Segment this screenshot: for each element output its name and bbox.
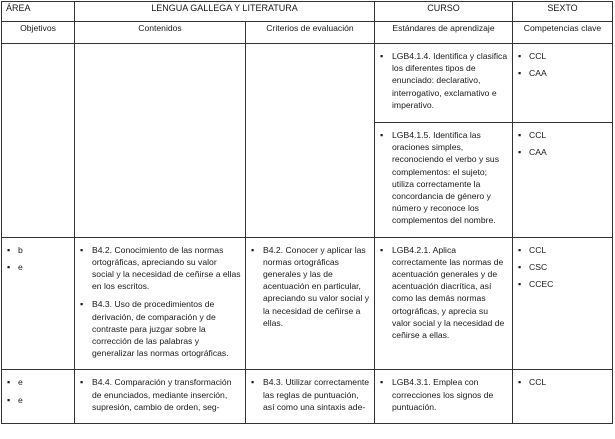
criterios-cell bbox=[246, 370, 375, 424]
curriculum-table bbox=[1, 1, 613, 424]
standard-item: ▪ LGB4.2.1. Aplica correctamente las normas de acentuación generales y de acentuación diacrítica, así como las demás normas ortográficas, y aprecia su valor social y la necesidad de ceñirse a ellas. bbox=[379, 244, 508, 342]
course-value: SEXTO bbox=[513, 2, 613, 22]
criterios-cell bbox=[246, 44, 375, 238]
competencias-cell bbox=[513, 237, 613, 370]
contenido-item: ▪ B4.3. Uso de procedimientos de derivación, de comparación y de contraste para juzgar sobre la corrección de las palabras y generalizar las normas ortográficas. bbox=[79, 298, 241, 359]
competencia-code: ▪ CCL bbox=[517, 129, 608, 141]
competencias-cell bbox=[513, 44, 613, 123]
contenidos-cell bbox=[75, 370, 246, 424]
column-header-contenidos: Contenidos bbox=[75, 22, 246, 44]
competencia-code: ▪ CAA bbox=[517, 146, 608, 158]
objetivo-item: ▪ b bbox=[6, 244, 70, 256]
column-header-criterios: Criterios de evaluación bbox=[246, 22, 375, 44]
contenido-item: ▪ B4.2. Conocimiento de las normas ortográficas, apreciando su valor social y la necesidad de ceñirse a ellas en los escritos. bbox=[79, 244, 241, 293]
header-row bbox=[2, 2, 613, 22]
competencias-cell bbox=[513, 370, 613, 424]
standard-item: ▪ LGB4.1.5. Identifica las oraciones simples, reconociendo el verbo y sus complementos: el sujeto; utiliza correctamente la concordancia de género y número y reconoce los complementos del nombre. bbox=[379, 129, 508, 227]
competencia-code: ▪ CSC bbox=[517, 261, 608, 273]
column-header-estandares: Estándares de aprendizaje bbox=[375, 22, 513, 44]
competencia-code: ▪ CAA bbox=[517, 67, 608, 79]
column-header-row bbox=[2, 22, 613, 44]
standard-cell bbox=[375, 237, 513, 370]
competencia-code: ▪ CCL bbox=[517, 244, 608, 256]
area-label: ÁREA bbox=[2, 2, 75, 22]
standard-item: ▪ LGB4.3.1. Emplea con correcciones los signos de puntuación. bbox=[379, 376, 508, 413]
criterios-cell bbox=[246, 237, 375, 370]
criterio-item: ▪ B4.2. Conocer y aplicar las normas ortográficas generales y las de acentuación en particular, apreciando su valor social y la necesidad de ceñirse a ellas. bbox=[250, 244, 370, 329]
competencia-code: ▪ CCEC bbox=[517, 278, 608, 290]
objetivo-item: ▪ e bbox=[6, 376, 70, 388]
column-header-competencias: Competencias clave bbox=[513, 22, 613, 44]
contenidos-cell bbox=[75, 44, 246, 238]
standard-cell bbox=[375, 44, 513, 123]
table-row bbox=[2, 370, 613, 424]
contenidos-cell bbox=[75, 237, 246, 370]
objetivos-cell bbox=[2, 237, 75, 370]
area-value: LENGUA GALLEGA Y LITERATURA bbox=[75, 2, 375, 22]
competencia-code: ▪ CCL bbox=[517, 50, 608, 62]
course-label: CURSO bbox=[375, 2, 513, 22]
criterio-item: ▪ B4.3. Utilizar correctamente las reglas de puntuación, así como una sintaxis ade- bbox=[250, 376, 370, 413]
table-row bbox=[2, 44, 613, 123]
objetivos-cell bbox=[2, 44, 75, 238]
standard-item: ▪ LGB4.1.4. Identifica y clasifica los diferentes tipos de enunciado: declarativo, interrogativo, exclamativo e imperativo. bbox=[379, 50, 508, 111]
objetivos-cell bbox=[2, 370, 75, 424]
competencias-cell bbox=[513, 123, 613, 238]
objetivo-item: ▪ e bbox=[6, 261, 70, 273]
table-row bbox=[2, 237, 613, 370]
competencia-code: ▪ CCL bbox=[517, 376, 608, 388]
contenido-item: ▪ B4.4. Comparación y transformación de enunciados, mediante inserción, supresión, cambio de orden, seg- bbox=[79, 376, 241, 413]
column-header-objetivos: Objetivos bbox=[2, 22, 75, 44]
objetivo-item: ▪ e bbox=[6, 394, 70, 406]
standard-cell bbox=[375, 370, 513, 424]
standard-cell bbox=[375, 123, 513, 238]
